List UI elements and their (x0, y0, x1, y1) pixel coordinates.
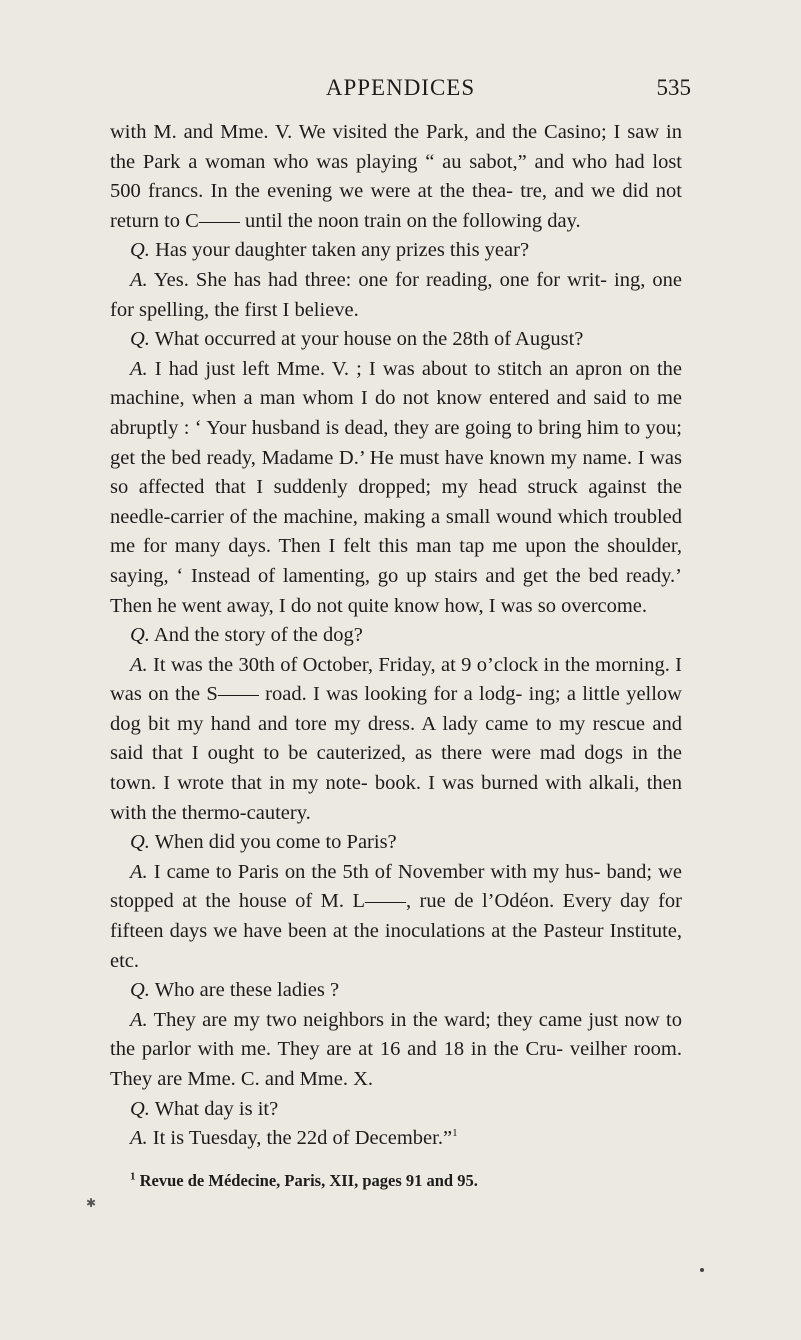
paragraph-text: What day is it? (149, 1097, 279, 1120)
footnote-reference: 1 (452, 1127, 458, 1140)
paragraph-question (110, 621, 682, 651)
paragraph-question (110, 976, 682, 1006)
footnote-text: Revue de Médecine, Paris, XII, pages 91 and 95. (135, 1171, 478, 1190)
speaker-label: A. (130, 268, 148, 291)
paragraph-text: Yes. She has had three: one for reading, one for writ- ing, one for spelling, the first I believe. (110, 268, 682, 321)
paragraph-text: They are my two neighbors in the ward; they came just now to the parlor with me. They are at 16 and 18 in the Cru- veilher room. They are Mme. C. and Mme. X. (110, 1008, 682, 1090)
speaker-label: Q. (130, 328, 150, 351)
running-head (110, 70, 691, 106)
paragraph-answer (110, 1006, 682, 1095)
paragraph-text: Has your daughter taken any prizes this year? (149, 239, 530, 262)
speaker-label: Q. (130, 1097, 150, 1120)
paragraph-question (110, 1095, 682, 1125)
paragraph-answer (110, 1124, 682, 1154)
paragraph-text: And the story of the dog? (149, 624, 363, 647)
speaker-label: Q. (130, 979, 150, 1002)
speaker-label: A. (130, 1127, 148, 1150)
paragraph-answer (110, 858, 682, 976)
speaker-label: A. (130, 860, 148, 883)
paragraph-text: When did you come to Paris? (149, 831, 397, 854)
speaker-label: Q. (130, 239, 150, 262)
paragraph-answer (110, 651, 682, 829)
paragraph-question (110, 828, 682, 858)
speaker-label: Q. (130, 624, 150, 647)
paragraph-text: What occurred at your house on the 28th of August? (149, 328, 584, 351)
speaker-label: A. (130, 357, 148, 380)
paragraph-text: with M. and Mme. V. We visited the Park, and the Casino; I saw in the Park a woman who was playing “ au sabot,” and who had lost 500 francs. In the evening we were at the thea- tre, and we did not return to C—— until the noon train on the following day. (110, 121, 682, 232)
speaker-label: Q. (130, 831, 150, 854)
ink-speck-icon (700, 1268, 704, 1272)
footnote (130, 1170, 690, 1192)
paragraph-text: It is Tuesday, the 22d of December.” (147, 1127, 453, 1150)
paragraph-question (110, 325, 682, 355)
paragraph-question (110, 236, 682, 266)
footnote-marker: 1 (130, 1170, 136, 1183)
paragraph-continuation (110, 118, 682, 236)
paragraph-text: I came to Paris on the 5th of November with my hus- band; we stopped at the house of M. L——, rue de l’Odéon. Every day for fifteen days we have been at the inoculations at the Pasteur Institute, etc. (110, 860, 682, 972)
page-title: APPENDICES (325, 75, 476, 100)
paragraph-answer (110, 266, 682, 325)
margin-mark-icon: ✱ (86, 1196, 97, 1210)
paragraph-text: I had just left Mme. V. ; I was about to stitch an apron on the machine, when a man whom I do not know entered and said to me abruptly : ‘ Your husband is dead, they are going to bring him to you; get the bed ready, Madame D.’ He must have known my name. I was so affected that I suddenly dropped; my head struck against the needle-carrier of the machine, making a small wound which troubled me for many days. Then I felt this man tap me upon the shoulder, saying, ‘ Instead of lamenting, go up stairs and get the bed ready.’ Then he went away, I do not quite know how, I was so overcome. (110, 357, 682, 617)
paragraph-text: Who are these ladies ? (149, 979, 340, 1002)
page-number: 535 (656, 75, 691, 100)
paragraph-text: It was the 30th of October, Friday, at 9 o’clock in the morning. I was on the S—— road. I was looking for a lodg- ing; a little yellow dog bit my hand and tore my dress. A lady came to my rescue and said that I ought to be cauterized, as there were mad dogs in the town. I wrote that in my note- book. I was burned with alkali, then with the thermo-cautery. (110, 653, 682, 824)
paragraph-answer (110, 355, 682, 621)
body-text (110, 118, 682, 1154)
speaker-label: A. (130, 653, 148, 676)
speaker-label: A. (130, 1008, 148, 1031)
